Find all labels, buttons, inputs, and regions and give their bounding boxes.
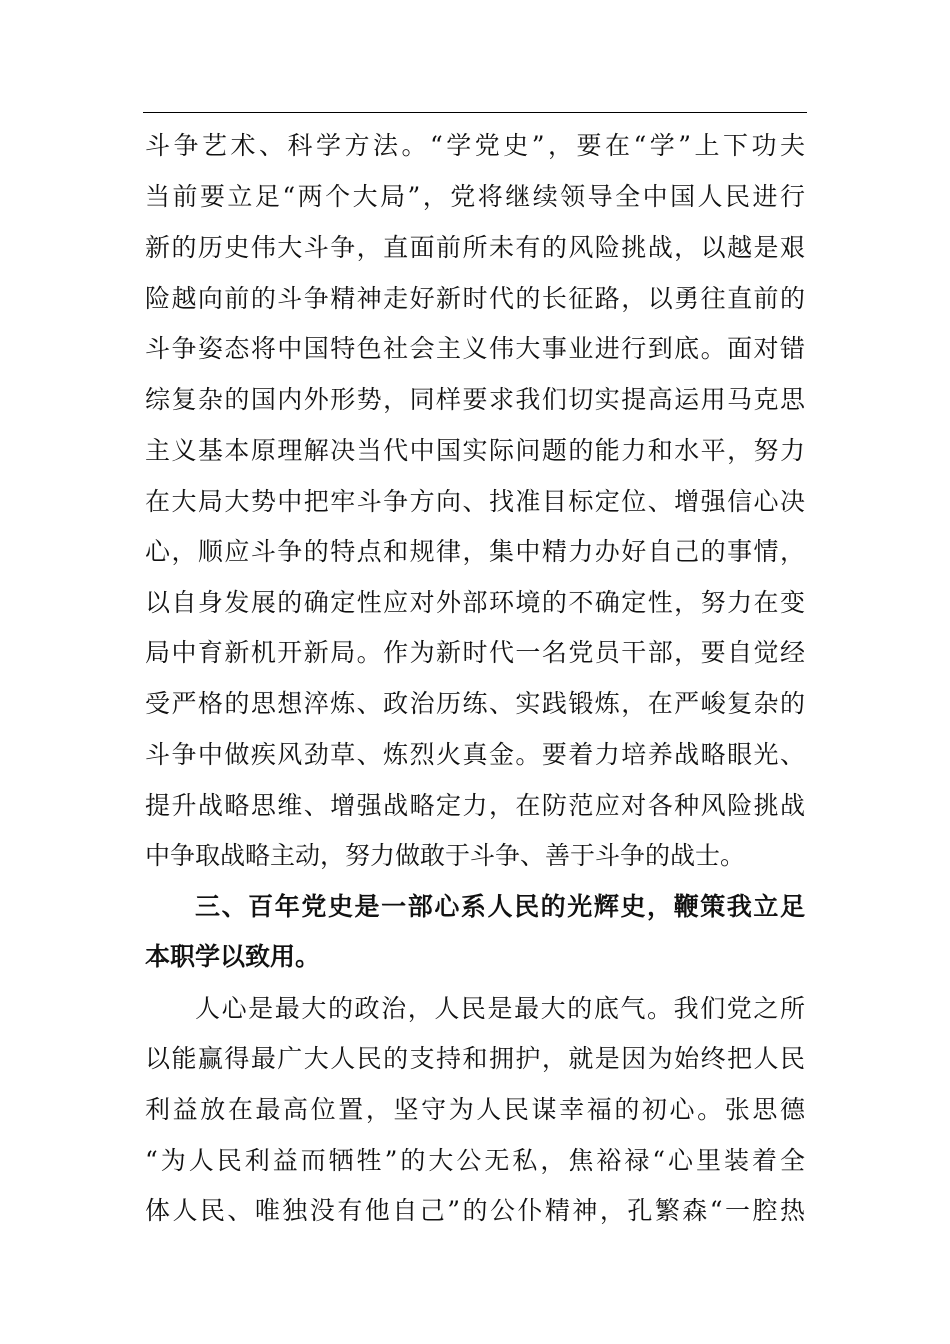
paragraph-1-line: 当前要立足“两个大局”，党将继续领导全中国人民进行 <box>145 182 805 211</box>
paragraph-2-line: 以能赢得最广大人民的支持和拥护，就是因为始终把人民 <box>145 1044 805 1073</box>
paragraph-1-line: 险越向前的斗争精神走好新时代的长征路，以勇往直前的 <box>145 284 805 313</box>
paragraph-2-line: 利益放在最高位置，坚守为人民谋幸福的初心。张思德 <box>145 1095 805 1124</box>
paragraph-1-line: 斗争姿态将中国特色社会主义伟大事业进行到底。面对错 <box>145 334 805 363</box>
header-rule <box>143 112 807 113</box>
paragraph-1-line: 中争取战略主动，努力做敢于斗争、善于斗争的战士。 <box>145 841 746 870</box>
paragraph-2-line: 人心是最大的政治，人民是最大的底气。我们党之所 <box>195 994 805 1023</box>
paragraph-1-line: 在大局大势中把牢斗争方向、找准目标定位、增强信心决 <box>145 487 805 516</box>
paragraph-1-line: 心，顺应斗争的特点和规律，集中精力办好自己的事情， <box>145 537 805 566</box>
paragraph-1-line: 主义基本原理解决当代中国实际问题的能力和水平，努力 <box>145 436 805 465</box>
paragraph-2-line: “为人民利益而牺牲”的大公无私，焦裕禄“心里装着全 <box>145 1146 805 1175</box>
paragraph-2-line: 体人民、唯独没有他自己”的公仆精神，孔繁森“一腔热 <box>145 1196 805 1225</box>
paragraph-1-line: 局中育新机开新局。作为新时代一名党员干部，要自觉经 <box>145 638 805 667</box>
paragraph-1-line: 斗争中做疾风劲草、炼烈火真金。要着力培养战略眼光、 <box>145 740 805 769</box>
paragraph-1-line: 斗争艺术、科学方法。“学党史”，要在“学”上下功夫 <box>145 131 805 160</box>
paragraph-1-line: 新的历史伟大斗争，直面前所未有的风险挑战，以越是艰 <box>145 233 805 262</box>
paragraph-1-line: 以自身发展的确定性应对外部环境的不确定性，努力在变 <box>145 588 805 617</box>
paragraph-1-line: 提升战略思维、增强战略定力，在防范应对各种风险挑战 <box>145 791 805 820</box>
paragraph-1-line: 受严格的思想淬炼、政治历练、实践锻炼，在严峻复杂的 <box>145 689 805 718</box>
section-heading-line: 本职学以致用。 <box>145 942 321 971</box>
section-heading-line: 三、百年党史是一部心系人民的光辉史，鞭策我立足 <box>195 892 805 921</box>
paragraph-1-line: 综复杂的国内外形势，同样要求我们切实提高运用马克思 <box>145 385 805 414</box>
